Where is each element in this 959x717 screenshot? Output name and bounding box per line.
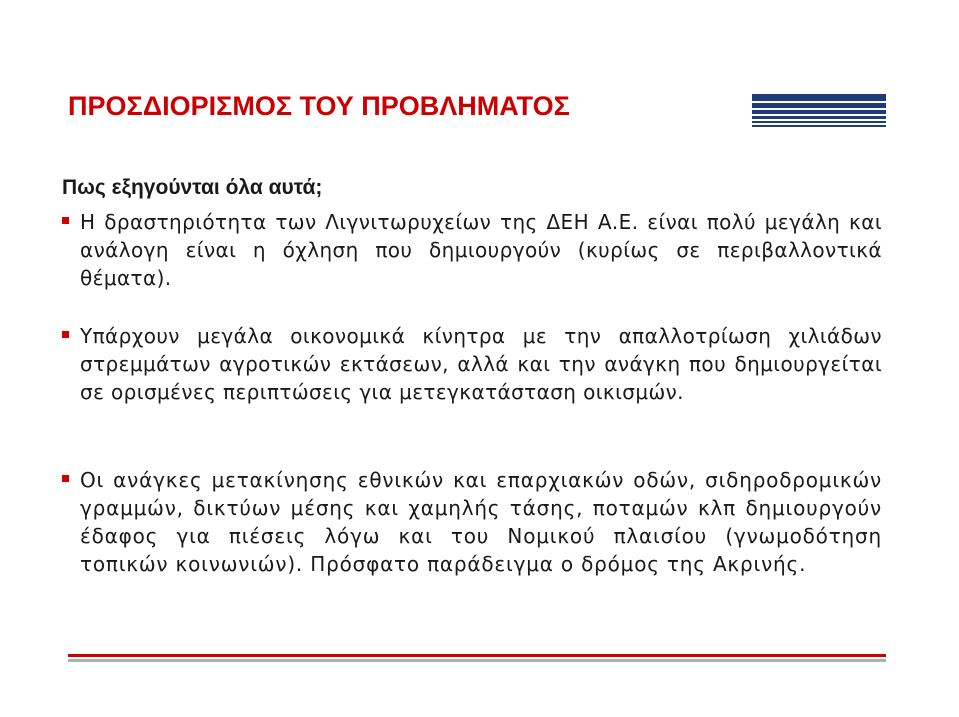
list-item (62, 322, 882, 406)
list-item (62, 208, 882, 292)
subheading: Πως εξηγούνται όλα αυτά; (62, 176, 323, 199)
square-bullet-icon (62, 475, 69, 482)
bullet-text: Η δραστηριότητα των Λιγνιτωρυχείων της ΔΕΗ Α.Ε. είναι πολύ μεγάλη και ανάλογη είναι η όχληση που δημιουργούν (κυρίως σε περιβαλλοντικά θέματα). (80, 210, 882, 290)
bullet-text: Οι ανάγκες μετακίνησης εθνικών και επαρχιακών οδών, σιδηροδρομικών γραμμών, δικτύων μέσης και χαμηλής τάσης, ποταμών κλπ δημιουργούν έδαφος για πιέσεις λόγω και του Νομικού πλαισίου (γνωμοδότηση τοπικών κοινωνιών). Πρόσφατο παράδειγμα ο δρόμος της Ακρινής. (80, 468, 882, 576)
decorative-stripes (752, 94, 886, 127)
bullet-text: Υπάρχουν μεγάλα οικονομικά κίνητρα με την απαλλοτρίωση χιλιάδων στρεμμάτων αγροτικών εκτάσεων, αλλά και την ανάγκη που δημιουργείται σε ορισμένες περιπτώσεις για μετεγκατάσταση οικισμών. (80, 324, 882, 404)
square-bullet-icon (62, 331, 69, 338)
square-bullet-icon (62, 217, 69, 224)
slide-title: ΠΡΟΣΔΙΟΡΙΣΜΟΣ ΤΟΥ ΠΡΟΒΛΗΜΑΤΟΣ (68, 91, 570, 121)
list-item (62, 466, 882, 578)
footer-rule (68, 654, 886, 662)
